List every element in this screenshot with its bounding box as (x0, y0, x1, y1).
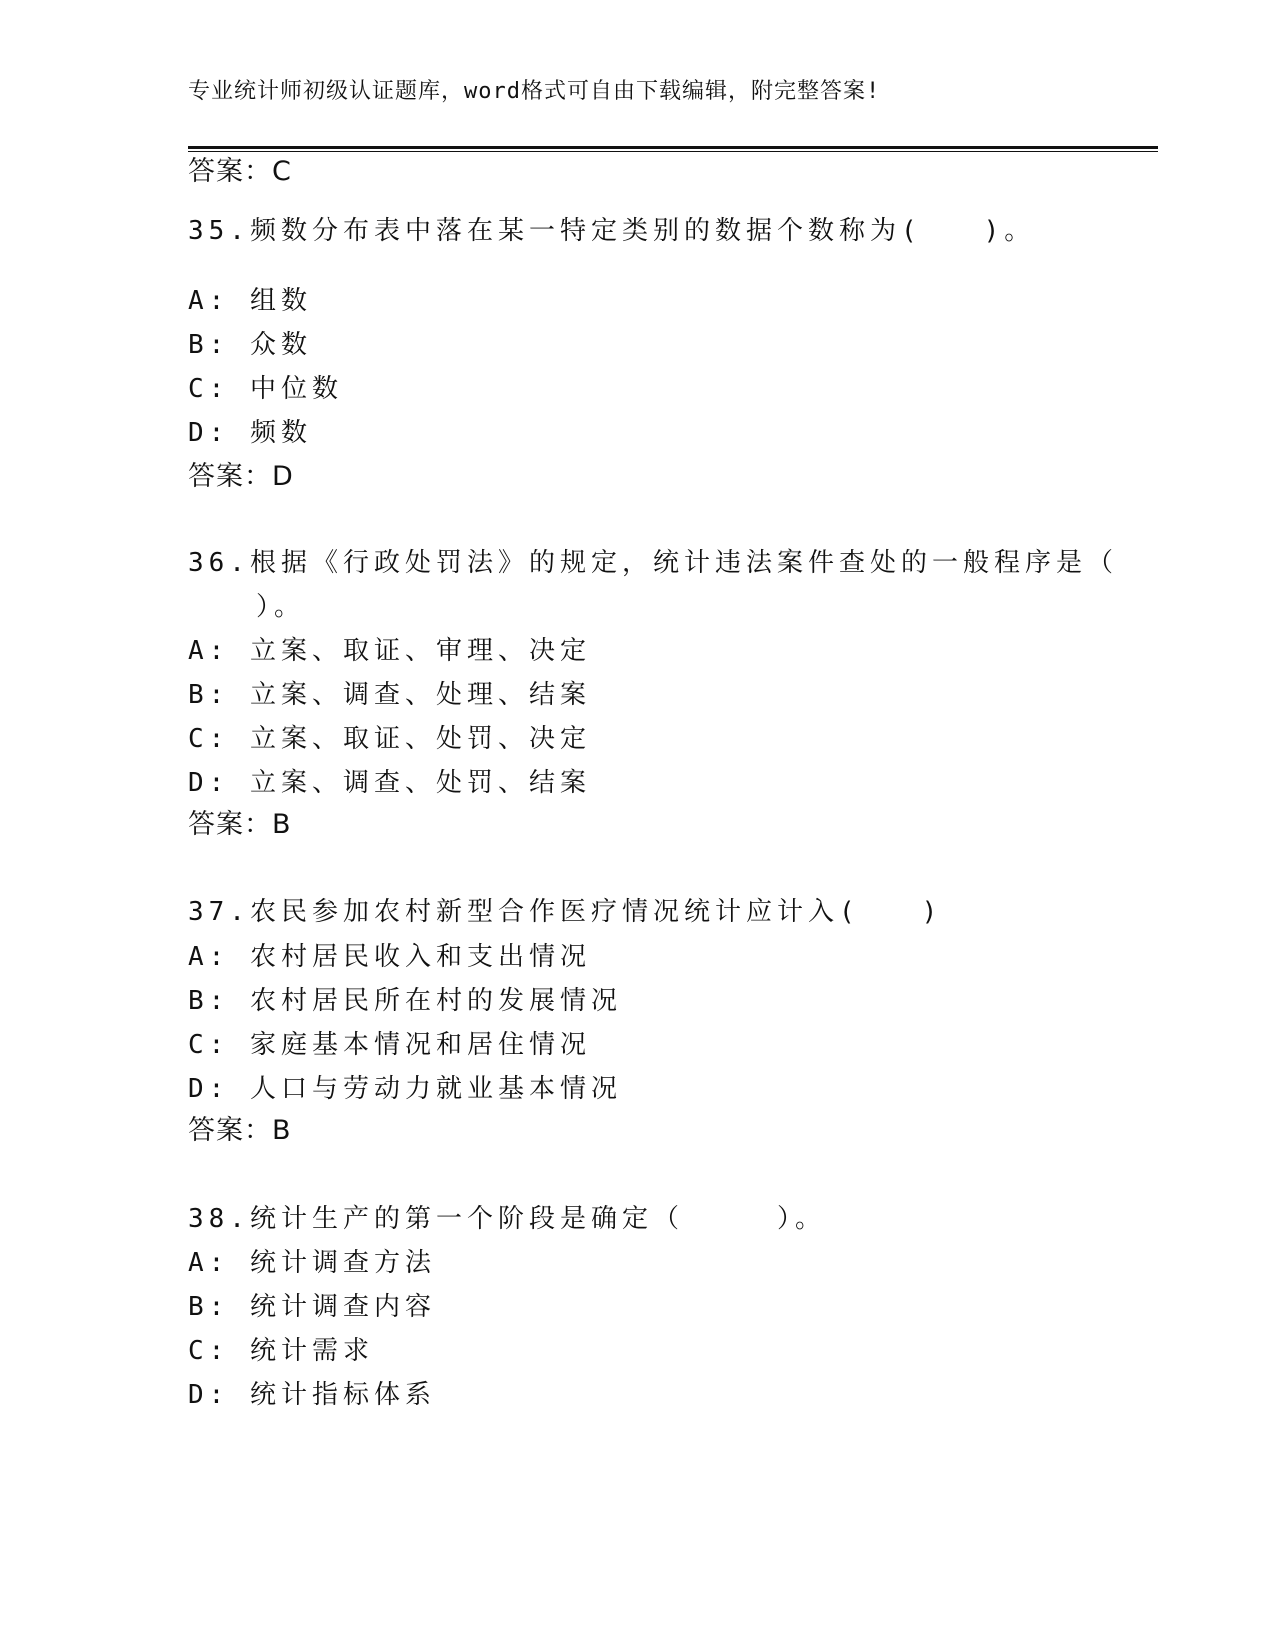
header-rule-thick (188, 146, 1158, 149)
page-header: 专业统计师初级认证题库，word格式可自由下载编辑，附完整答案! (188, 79, 881, 104)
option-38-b: B: 统计调查内容 (188, 1292, 436, 1322)
option-37-b: B: 农村居民所在村的发展情况 (188, 986, 622, 1016)
option-36-d: D: 立案、调查、处罚、结案 (188, 768, 591, 798)
answer-36: 答案：B (188, 809, 292, 840)
option-36-b: B: 立案、调查、处理、结案 (188, 680, 591, 710)
option-38-a: A: 统计调查方法 (188, 1248, 436, 1278)
option-37-c: C: 家庭基本情况和居住情况 (188, 1030, 591, 1060)
answer-35: 答案：D (188, 461, 294, 492)
question-36: 36.根据《行政处罚法》的规定，统计违法案件查处的一般程序是（ (188, 548, 1118, 578)
question-37: 37.农民参加农村新型合作医疗情况统计应计入( ) (188, 897, 943, 927)
option-35-c: C: 中位数 (188, 374, 343, 404)
option-36-c: C: 立案、取证、处罚、决定 (188, 724, 591, 754)
option-37-a: A: 农村居民收入和支出情况 (188, 942, 591, 972)
question-38: 38.统计生产的第一个阶段是确定（ ）。 (188, 1204, 826, 1234)
option-35-d: D: 频数 (188, 418, 312, 448)
question-36-continued: ）。 (256, 592, 306, 622)
option-37-d: D: 人口与劳动力就业基本情况 (188, 1074, 622, 1104)
answer-34: 答案：C (188, 156, 292, 187)
option-36-a: A: 立案、取证、审理、决定 (188, 636, 591, 666)
option-38-c: C: 统计需求 (188, 1336, 374, 1366)
answer-37: 答案：B (188, 1115, 292, 1146)
option-35-b: B: 众数 (188, 330, 312, 360)
header-rule-thin (188, 151, 1158, 152)
option-38-d: D: 统计指标体系 (188, 1380, 436, 1410)
question-35: 35.频数分布表中落在某一特定类别的数据个数称为( )。 (188, 216, 1036, 246)
option-35-a: A: 组数 (188, 286, 312, 316)
